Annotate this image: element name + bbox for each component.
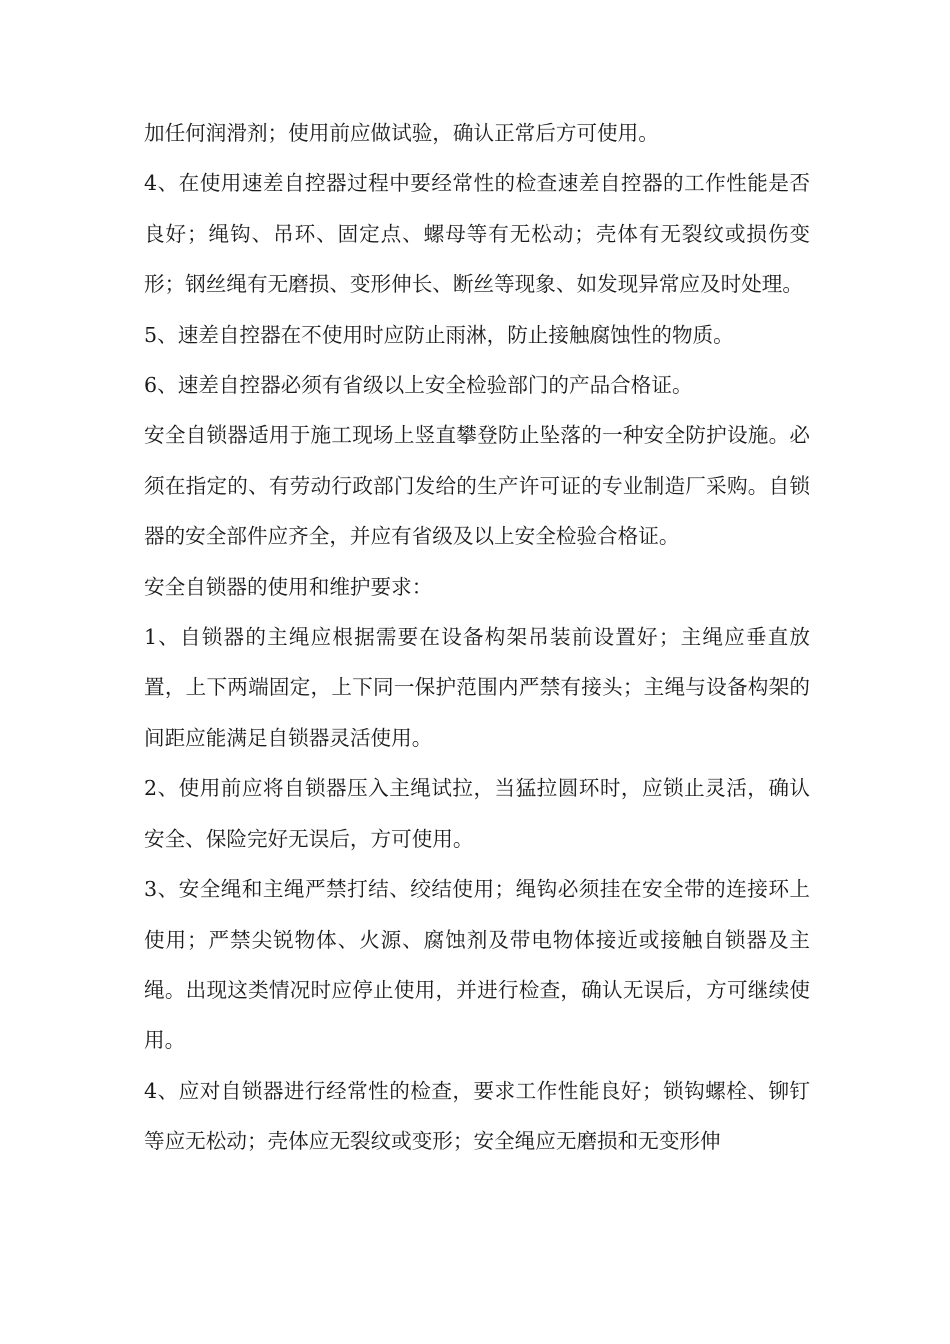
paragraph-self-locker-item-3: 3、安全绳和主绳严禁打结、绞结使用；绳钩必须挂在安全带的连接环上使用；严禁尖锐物体、火源、腐蚀剂及带电物体接近或接触自锁器及主绳。出现这类情况时应停止使用，并进行检查，确认无误后，方可继续使用。 <box>144 877 810 1053</box>
paragraph-self-locker-heading: 安全自锁器的使用和维护要求： <box>144 574 433 599</box>
document-body <box>144 108 810 1167</box>
paragraph-item-4-inspection: 4、在使用速差自控器过程中要经常性的检查速差自控器的工作性能是否良好；绳钩、吊环、固定点、螺母等有无松动；壳体有无裂纹或损伤变形；钢丝绳有无磨损、变形伸长、断丝等现象、如发现异常应及时处理。 <box>144 171 810 297</box>
paragraph-self-locker-item-4: 4、应对自锁器进行经常性的检查，要求工作性能良好；锁钩螺栓、铆钉等应无松动；壳体应无裂纹或变形；安全绳应无磨损和无变形伸 <box>144 1078 810 1154</box>
paragraph-self-locker-item-2: 2、使用前应将自锁器压入主绳试拉，当猛拉圆环时，应锁止灵活，确认安全、保险完好无误后，方可使用。 <box>144 776 810 851</box>
paragraph-item-5-storage: 5、速差自控器在不使用时应防止雨淋，防止接触腐蚀性的物质。 <box>144 322 734 347</box>
paragraph-self-locker-item-1: 1、自锁器的主绳应根据需要在设备构架吊装前设置好；主绳应垂直放置，上下两端固定，上下同一保护范围内严禁有接头；主绳与设备构架的间距应能满足自锁器灵活使用。 <box>144 625 810 750</box>
paragraph-self-locker-intro: 安全自锁器适用于施工现场上竖直攀登防止坠落的一种安全防护设施。必须在指定的、有劳动行政部门发给的生产许可证的专业制造厂采购。自锁器的安全部件应齐全，并应有省级及以上安全检验合格证。 <box>144 423 810 549</box>
paragraph-lubricant-note: 加任何润滑剂；使用前应做试验，确认正常后方可使用。 <box>144 121 659 145</box>
paragraph-item-6-certificate: 6、速差自控器必须有省级以上安全检验部门的产品合格证。 <box>144 373 693 398</box>
